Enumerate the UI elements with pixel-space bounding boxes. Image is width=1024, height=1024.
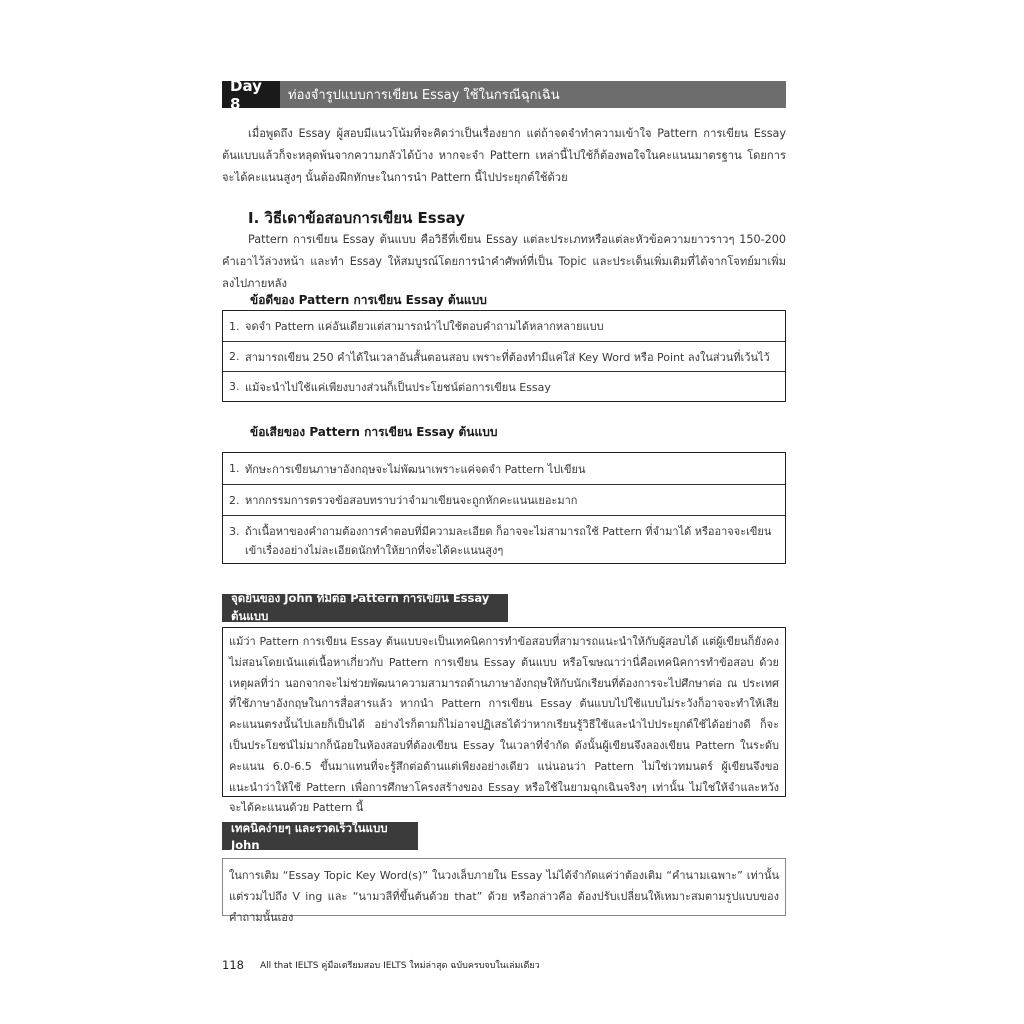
pros-list — [222, 310, 786, 402]
list-item — [223, 371, 785, 401]
item-text: สามารถเขียน 250 คำได้ในเวลาอันสั้นตอนสอบ เพราะที่ต้องทำมีแค่ใส่ Key Word หรือ Point ลงในส่วนที่เว้นไว้ — [245, 350, 770, 364]
item-text: จดจำ Pattern แค่อันเดียวแต่สามารถนำไปใช้ตอบคำถามได้หลากหลายแบบ — [245, 320, 604, 333]
item-text: ถ้าเนื้อหาของคำถามต้องการคำตอบที่มีความละเอียด ก็อาจจะไม่สามารถใช้ Pattern ที่จำมาได้ หรืออาจจะเขียนเข้าเรื่องอย่างไม่ละเอียดนักทำให้ยากที่จะได้คะแนนสูงๆ — [245, 525, 772, 557]
day-label: Day 8 — [222, 81, 280, 108]
day-title: ท่องจำรูปแบบการเขียน Essay ใช้ในกรณีฉุกเฉิน — [288, 88, 560, 103]
john-stance-label: จุดยืนของ John ที่มีต่อ Pattern การเขียน Essay ต้นแบบ — [222, 594, 508, 622]
technique-label: เทคนิคง่ายๆ และรวดเร็วในแบบ John — [222, 822, 418, 850]
item-number: 2. — [229, 493, 240, 507]
item-number: 3. — [229, 525, 240, 538]
pros-heading: ข้อดีของ Pattern การเขียน Essay ต้นแบบ — [250, 293, 487, 307]
item-number: 3. — [229, 380, 240, 393]
intro-paragraph: เมื่อพูดถึง Essay ผู้สอบมีแนวโน้มที่จะคิดว่าเป็นเรื่องยาก แต่ถ้าจดจำทำความเข้าใจ Pattern การเขียน Essay ต้นแบบแล้วก็จะหลุดพ้นจากความกลัวได้บ้าง หากจะจำ Pattern เหล่านี้ไปใช้ก็ต้องพอใจในคะแนนมาตรฐาน โดยการจะได้คะแนนสูงๆ นั้นต้องฝึกทักษะในการนำ Pattern นี้ไปประยุกต์ใช้ด้วย — [222, 127, 786, 184]
item-number: 1. — [229, 462, 240, 475]
item-text: แม้จะนำไปใช้แค่เพียงบางส่วนก็เป็นประโยชน์ต่อการเขียน Essay — [245, 380, 551, 394]
list-item — [223, 311, 785, 341]
item-number: 1. — [229, 319, 240, 333]
list-item — [223, 341, 785, 371]
john-stance-box: แม้ว่า Pattern การเขียน Essay ต้นแบบจะเป็นเทคนิคการทำข้อสอบที่สามารถแนะนำให้กับผู้สอบได้ แต่ผู้เขียนก็ยังคงไม่สอนโดยเน้นแต่เนื้อหาเกี่ยวกับ Pattern การเขียน Essay ต้นแบบ หรือโฆษณาว่านี่คือเทคนิคการทำข้อสอบ ด้วยเหตุผลที่ว่า นอกจากจะไม่ช่วยพัฒนาความสามารถด้านภาษาอังกฤษให้กับนักเรียนที่ต้องการจะไปศึกษาต่อ ณ ประเทศที่ใช้ภาษาอังกฤษในการสื่อสารแล้ว หากนำ Pattern การเขียน Essay ต้นแบบไปใช้แบบไม่ระวังก็อาจจะทำให้เสียคะแนนตรงนั้นไปเลยก็เป็นได้ อย่างไรก็ตามก็ไม่อาจปฏิเสธได้ว่าหากเรียนรู้วิธีใช้และนำไปประยุกต์ใช้ได้อย่างดี ก็จะเป็นประโยชน์ไม่มากก็น้อยในห้องสอบที่ต้องเขียน Essay ในเวลาที่จำกัด ดังนั้นผู้เขียนจึงลองเขียน Pattern ในระดับคะแนน 6.0-6.5 ขึ้นมาแทนที่จะรู้สึกต่อต้านแต่เพียงอย่างเดียว แน่นอนว่า Pattern ไม่ใช่เวทมนตร์ ผู้เขียนจึงขอแนะนำว่าให้ใช้ Pattern เพื่อการศึกษาโครงสร้างของ Essay หรือใช้ในยามฉุกเฉินจริงๆ เท่านั้น ไม่ใช่ให้จำและหวังจะได้คะแนนด้วย Pattern นี้ — [222, 627, 786, 797]
section-heading: I. วิธีเดาข้อสอบการเขียน Essay — [248, 209, 466, 227]
list-item — [223, 453, 785, 484]
page-number: 118 — [222, 958, 244, 972]
list-item — [223, 484, 785, 515]
list-item — [223, 515, 785, 563]
technique-box: ในการเติม “Essay Topic Key Word(s)” ในวงเล็บภายใน Essay ไม่ได้จำกัดแค่ว่าต้องเติม “คำนามเฉพาะ” เท่านั้น แต่รวมไปถึง V ing และ “นามวลีที่ขึ้นต้นด้วย that” ด้วย หรือกล่าวคือ ต้องปรับเปลี่ยนให้เหมาะสมตามรูปแบบของคำถามนั้นเอง — [222, 858, 786, 916]
book-title: All that IELTS คู่มือเตรียมสอบ IELTS ใหม่ล่าสุด ฉบับครบจบในเล่มเดียว — [259, 961, 540, 971]
item-number: 2. — [229, 350, 240, 363]
cons-heading: ข้อเสียของ Pattern การเขียน Essay ต้นแบบ — [250, 425, 498, 439]
cons-list — [222, 452, 786, 564]
page-footer — [222, 958, 540, 972]
section-paragraph: Pattern การเขียน Essay ต้นแบบ คือวิธีที่เขียน Essay แต่ละประเภทหรือแต่ละหัวข้อความยาวราวๆ 150-200 คำเอาไว้ล่วงหน้า และทำ Essay ให้สมบูรณ์โดยการนำคำศัพท์ที่เป็น Topic และประเด็นเพิ่มเติมที่ได้จากโจทย์มาเพิ่มลงไปภายหลัง — [222, 233, 786, 290]
item-text: หากกรรมการตรวจข้อสอบทราบว่าจำมาเขียนจะถูกหักคะแนนเยอะมาก — [245, 494, 578, 507]
item-text: ทักษะการเขียนภาษาอังกฤษจะไม่พัฒนาเพราะแค่จดจำ Pattern ไปเขียน — [245, 462, 586, 476]
day-header-bar — [222, 76, 786, 113]
